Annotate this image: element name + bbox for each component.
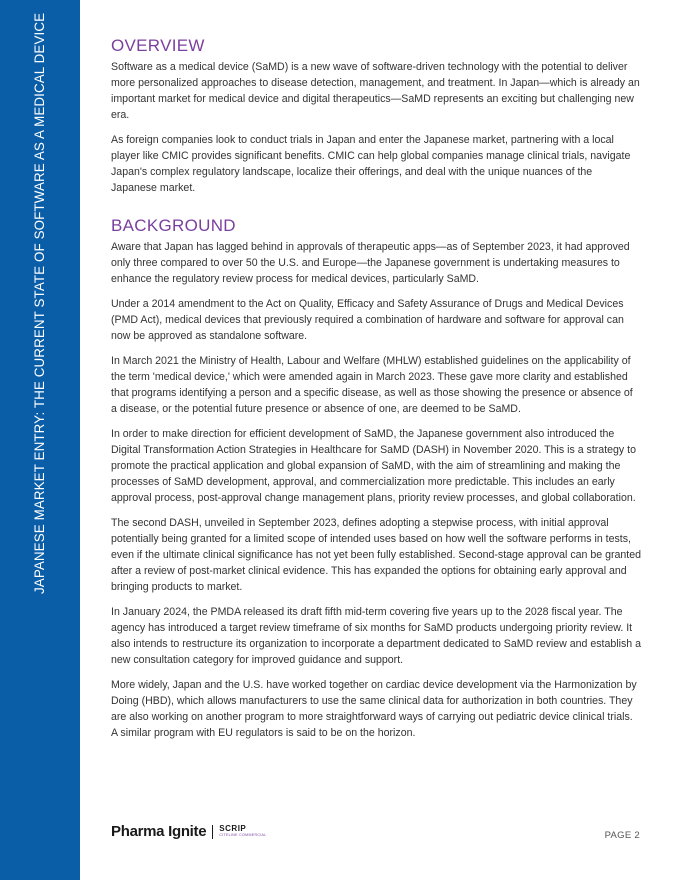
background-paragraph: In March 2021 the Ministry of Health, Labour and Welfare (MHLW) established guidelines on the applicability of the term 'medical device,' which were amended again in March 2023. These gave more clarity and established that programs identifying a person and a specific disease, as well as those showing the presence or absence of a disease, or the potential future presence or absence of one, are deemed to be SaMD. [111,355,633,415]
page-number: PAGE 2 [604,830,640,841]
main-content [111,36,641,750]
sidebar-band [0,0,80,880]
background-paragraph: Aware that Japan has lagged behind in approvals of therapeutic apps—as of September 2023, it had approved only three compared to over 50 the U.S. and Europe—the Japanese government is undertaking measures to enhance the regulatory review process for medical devices, particularly SaMD. [111,241,630,285]
overview-paragraph: As foreign companies look to conduct trials in Japan and enter the Japanese market, partnering with a local player like CMIC provides significant benefits. CMIC can help global companies manage clinical trials, navigate Japan's complex regulatory landscape, localize their offerings, and deal with the unique nuances of the Japanese market. [111,134,631,194]
background-paragraph: In order to make direction for efficient development of SaMD, the Japanese government also introduced the Digital Transformation Action Strategies in Healthcare for SaMD (DASH) in November 2020. This is a strategy to promote the practical application and global expansion of SaMD, with the aim of streamlining and making the processes of SaMD development, approval, and commercialization more predictable. This includes an early approval process, post-approval change management plans, priority review processes, and global collaboration. [111,428,637,504]
background-paragraph: In January 2024, the PMDA released its draft fifth mid-term covering five years up to the 2028 fiscal year. The agency has introduced a target review timeframe of six months for SaMD products undergoing priority review. It also intends to restructure its organization to incorporate a department dedicated to SaMD review and establish a new consultation category for improved guidance and support. [111,606,641,666]
background-paragraph: Under a 2014 amendment to the Act on Quality, Efficacy and Safety Assurance of Drugs and Medical Devices (PMD Act), medical devices that previously required a combination of hardware and software for approval can now be approved as standalone software. [111,298,624,342]
logo-divider [212,825,213,839]
overview-heading: OVERVIEW [111,36,205,55]
footer-logo [111,823,267,840]
background-paragraph: More widely, Japan and the U.S. have worked together on cardiac device development via the Harmonization by Doing (HBD), which allows manufacturers to use the same clinical data for authorization in both countries. They are also working on another program to more straightforward ways of carrying out pediatric device clinical trials. A similar program with EU regulators is said to be on the horizon. [111,679,637,739]
pharma-ignite-logo: Pharma Ignite [111,823,207,840]
overview-paragraph: Software as a medical device (SaMD) is a new wave of software-driven technology with the potential to deliver more personalized approaches to disease detection, management, and treatment. In Japan—which is already an important market for medical device and digital therapeutics—SaMD represents an exciting but challenging new era. [111,61,640,121]
background-paragraph: The second DASH, unveiled in September 2023, defines adopting a stepwise process, with initial approval potentially being granted for a limited scope of intended uses based on how well the software performs in tests, even if the ultimate clinical significance has not yet been fully established. Second-stage approval can be granted after a review of post-market clinical evidence. This has expanded the options for obtaining early approval and bringing products to market. [111,517,642,593]
scrip-logo [219,825,266,838]
scrip-logo-subtext: CITELINE COMMERCIAL [219,833,267,838]
background-heading: BACKGROUND [111,216,236,235]
scrip-logo-text: SCRIP [219,824,247,834]
sidebar-title: JAPANESE MARKET ENTRY: THE CURRENT STATE OF SOFTWARE AS A MEDICAL DEVICE [32,12,47,594]
